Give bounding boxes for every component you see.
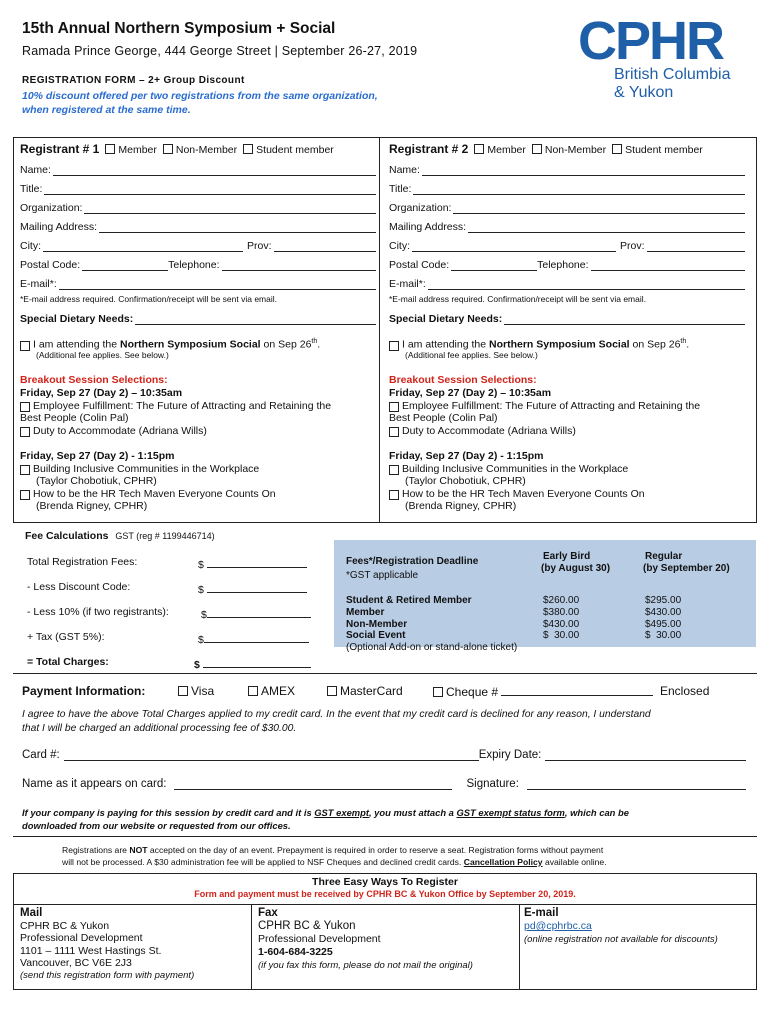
pm-option-2-checkbox[interactable] (389, 490, 399, 500)
social-text: . (686, 338, 690, 351)
policy-text: Registrations are (62, 845, 130, 855)
social-event-name: Northern Symposium Social (488, 338, 630, 351)
name-field[interactable] (422, 165, 745, 176)
dollar-sign: $ (198, 559, 204, 571)
registrant-2-column (389, 142, 745, 520)
visa-label: Visa (191, 684, 215, 698)
gst-form-link[interactable]: GST exempt status form (456, 807, 565, 818)
payment-title: Payment Information: (22, 684, 146, 698)
organization-label: Organization: (389, 202, 452, 214)
pm-option-1-label: Building Inclusive Communities in the Workplace (33, 463, 260, 475)
fee-calculations-heading (25, 530, 215, 542)
payment-divider (13, 673, 757, 674)
name-label: Name: (389, 164, 420, 176)
credit-agreement (22, 708, 651, 736)
dietary-field[interactable] (135, 314, 376, 325)
early-prices (543, 595, 579, 642)
fax-note: (if you fax this form, please do not mail the original) (258, 960, 473, 971)
expiry-field[interactable] (545, 749, 746, 761)
am-option-2-label: Duty to Accommodate (Adriana Wills) (33, 425, 207, 437)
member-checkbox[interactable] (105, 144, 115, 154)
prov-field[interactable] (647, 241, 745, 252)
early-bird-title: Early Bird (543, 551, 591, 562)
policy-divider (13, 836, 757, 837)
footer-vline (519, 904, 520, 989)
fee-title: Fee Calculations (25, 530, 109, 542)
card-label: Card #: (22, 749, 60, 761)
regular-head (643, 551, 730, 575)
social-fee-note: (Additional fee applies. See below.) (36, 350, 169, 360)
am-session-title: Friday, Sep 27 (Day 2) – 10:35am (20, 387, 183, 399)
price: $ 30.00 (543, 630, 580, 642)
fee-amount-field[interactable] (207, 581, 307, 593)
fee-table (334, 540, 756, 654)
pm-option-2-label: (Brenda Rigney, CPHR) (405, 500, 517, 512)
student-checkbox[interactable] (612, 144, 622, 154)
price: $495.00 (645, 618, 682, 630)
fee-row-label: Non-Member (346, 618, 408, 630)
nonmember-checkbox[interactable] (532, 144, 542, 154)
member-label: Member (487, 144, 526, 156)
expiry-label: Expiry Date: (478, 749, 542, 761)
fee-row-label: Member (346, 606, 385, 618)
fax-number: 1-604-684-3225 (258, 946, 333, 958)
mastercard-checkbox[interactable] (327, 686, 337, 696)
fee-amount-field[interactable] (203, 656, 311, 668)
am-option-1-label: Employee Fulfillment: The Future of Attracting and Retaining the (402, 400, 701, 412)
registrant-1-column (20, 142, 376, 520)
social-sup: th (311, 338, 318, 345)
social-label (33, 338, 320, 351)
policy-text: accepted on the day of an event. Prepayment is required in order to reserve a seat. Registration forms without payment (147, 845, 604, 855)
agreement-line: that I will be charged an additional processing fee of $30.00. (22, 723, 297, 734)
breakout-title: Breakout Session Selections: (389, 374, 537, 386)
fee-label: = Total Charges: (27, 656, 109, 668)
regular-title: Regular (645, 551, 683, 562)
email-link[interactable]: pd@cphrbc.ca (524, 920, 592, 932)
logo-line: British Columbia (614, 66, 731, 83)
mail-line: 1101 – 1111 West Hastings St. (20, 944, 162, 957)
gst-text: , you must attach a (368, 807, 457, 818)
price: $430.00 (543, 618, 580, 630)
pm-session-title: Friday, Sep 27 (Day 2) - 1:15pm (389, 450, 544, 462)
discount-line: 10% discount offered per two registrations from the same organization, (22, 90, 378, 102)
breakout-title: Breakout Session Selections: (20, 374, 168, 386)
pm-option-2-label: (Brenda Rigney, CPHR) (36, 500, 148, 512)
fee-amount-field[interactable] (207, 556, 307, 568)
name-on-card-label: Name as it appears on card: (22, 778, 167, 790)
pm-option-2-checkbox[interactable] (20, 490, 30, 500)
nonmember-checkbox[interactable] (163, 144, 173, 154)
signature-label: Signature: (466, 778, 519, 790)
postal-label: Postal Code: (389, 259, 450, 271)
registrant-title: Registrant # 2 (389, 142, 469, 156)
pm-session-title: Friday, Sep 27 (Day 2) - 1:15pm (20, 450, 175, 462)
fee-less10-row (27, 606, 169, 618)
title-label: Title: (389, 183, 412, 195)
fee-amount (198, 631, 309, 646)
dollar-sign: $ (198, 634, 204, 646)
fax-line: CPHR BC & Yukon (258, 920, 356, 932)
name-label: Name: (20, 164, 51, 176)
cphr-logo (578, 11, 748, 102)
prov-field[interactable] (274, 241, 376, 252)
fee-tax-row (27, 631, 105, 643)
amex-label: AMEX (261, 684, 296, 698)
form-title: 15th Annual Northern Symposium + Social (22, 20, 336, 37)
social-text: . (317, 338, 321, 351)
city-label: City: (20, 240, 41, 252)
mailing-field[interactable] (468, 222, 745, 233)
fax-line: Professional Development (258, 933, 381, 945)
fee-amount-field[interactable] (207, 606, 311, 618)
am-option-1-label: Best People (Colin Pal) (389, 412, 498, 424)
mailing-label: Mailing Address: (20, 221, 98, 233)
logo-wordmark: CPHR (578, 11, 724, 71)
pm-option-1-checkbox[interactable] (20, 465, 30, 475)
fee-row-labels (346, 595, 517, 654)
gst-note: GST (reg # 1199446714) (115, 531, 215, 541)
regular-prices (645, 595, 681, 642)
dollar-sign: $ (194, 659, 200, 671)
am-option-1-checkbox[interactable] (389, 402, 399, 412)
gst-text: , which can be (564, 807, 629, 818)
footer-vline (251, 904, 252, 989)
fee-discount-row (27, 581, 130, 593)
event-subtitle: Ramada Prince George, 444 George Street | September 26-27, 2019 (22, 44, 418, 58)
organization-field[interactable] (84, 203, 376, 214)
price: $380.00 (543, 606, 580, 618)
agreement-line: I agree to have the above Total Charges applied to my credit card. In the event that my credit card is declined for any reason, I understand (22, 709, 651, 720)
name-on-card-field[interactable] (174, 778, 452, 790)
cheque-number-field[interactable] (501, 684, 653, 696)
mail-note: (send this registration form with payment) (20, 969, 195, 981)
social-text: I am attending the (33, 338, 120, 351)
dollar-sign: $ (198, 584, 204, 596)
gst-applicable: *GST applicable (346, 570, 419, 581)
register-deadline: Form and payment must be received by CPHR BC & Yukon Office by September 20, 2019. (194, 889, 576, 899)
telephone-field[interactable] (591, 260, 745, 271)
fee-amount (198, 581, 307, 596)
email-field[interactable] (428, 279, 745, 290)
register-ways-title: Three Easy Ways To Register (312, 876, 458, 888)
am-option-1-label: Employee Fulfillment: The Future of Attracting and Retaining the (33, 400, 332, 412)
dietary-label: Special Dietary Needs: (20, 313, 134, 325)
social-checkbox[interactable] (389, 341, 399, 351)
fee-label: - Less 10% (if two registrants): (27, 606, 169, 618)
enclosed-label: Enclosed (660, 684, 710, 698)
telephone-label: Telephone: (537, 259, 589, 271)
discount-line: when registered at the same time. (22, 104, 191, 116)
fee-amount (201, 606, 311, 621)
am-option-1-checkbox[interactable] (20, 402, 30, 412)
email-note: *E-mail address required. Confirmation/receipt will be sent via email. (20, 294, 277, 304)
postal-label: Postal Code: (20, 259, 81, 271)
organization-field[interactable] (453, 203, 745, 214)
mail-head: Mail (20, 907, 43, 919)
price: $295.00 (645, 595, 682, 606)
mail-line: Professional Development (20, 932, 143, 944)
cheque-checkbox[interactable] (433, 687, 443, 697)
member-checkbox[interactable] (474, 144, 484, 154)
registrants-divider (379, 137, 380, 523)
title-field[interactable] (413, 184, 745, 195)
telephone-field[interactable] (222, 260, 376, 271)
price: $260.00 (543, 595, 580, 606)
name-field[interactable] (53, 165, 376, 176)
social-sup: th (680, 338, 687, 345)
mastercard-label: MasterCard (340, 684, 403, 698)
am-option-2-label: Duty to Accommodate (Adriana Wills) (402, 425, 576, 437)
social-text: I am attending the (402, 338, 489, 351)
city-field[interactable] (412, 241, 616, 252)
fax-cell (258, 907, 473, 972)
fee-label: Total Registration Fees: (27, 556, 138, 568)
pm-option-2-label: How to be the HR Tech Maven Everyone Counts On (33, 488, 276, 500)
postal-field[interactable] (82, 260, 168, 271)
prov-label: Prov: (247, 240, 272, 252)
discount-note (22, 89, 378, 117)
amex-checkbox[interactable] (248, 686, 258, 696)
email-head: E-mail (524, 907, 559, 919)
city-field[interactable] (43, 241, 243, 252)
social-fee-note: (Additional fee applies. See below.) (405, 350, 538, 360)
signature-field[interactable] (527, 778, 746, 790)
prov-label: Prov: (620, 240, 645, 252)
early-bird-deadline: (by August 30) (541, 563, 611, 574)
fee-table-head: Fees*/Registration Deadline (346, 556, 479, 567)
organization-label: Organization: (20, 202, 83, 214)
postal-field[interactable] (451, 260, 537, 271)
pm-option-1-label: (Taylor Chobotiuk, CPHR) (36, 475, 157, 487)
mail-line: Vancouver, BC V6E 2J3 (20, 957, 132, 969)
social-ticket-note: (Optional Add-on or stand-alone ticket) (346, 642, 518, 654)
fee-amount-field[interactable] (204, 631, 309, 643)
dietary-label: Special Dietary Needs: (389, 313, 503, 325)
registrant-title: Registrant # 1 (20, 142, 100, 156)
name-on-card-row (22, 778, 746, 790)
mailing-field[interactable] (99, 222, 376, 233)
social-label (402, 338, 689, 351)
visa-checkbox[interactable] (178, 686, 188, 696)
mail-line: CPHR BC & Yukon (20, 919, 110, 932)
fee-label: - Less Discount Code: (27, 581, 131, 593)
dollar-sign: $ (201, 609, 207, 621)
student-label: Student member (625, 144, 703, 156)
policy-text: will not be processed. A $30 administration fee will be applied to NSF Cheques and declined credit cards. (62, 857, 464, 867)
cancellation-policy-link[interactable]: Cancellation Policy (463, 857, 543, 867)
email-label: E-mail*: (20, 278, 57, 290)
am-option-2-checkbox[interactable] (20, 427, 30, 437)
gst-exempt-link[interactable]: GST exempt (314, 807, 369, 818)
footer-hline (14, 904, 756, 905)
email-label: E-mail*: (389, 278, 426, 290)
social-event-name: Northern Symposium Social (119, 338, 261, 351)
fax-head: Fax (258, 907, 278, 919)
gst-text: If your company is paying for this session by credit card and it is (22, 807, 315, 818)
price: $430.00 (645, 606, 682, 618)
social-text: on Sep 26 (629, 338, 681, 351)
card-number-field[interactable] (64, 749, 479, 761)
fee-total-row (27, 556, 137, 568)
social-checkbox[interactable] (20, 341, 30, 351)
am-session-title: Friday, Sep 27 (Day 2) – 10:35am (389, 387, 552, 399)
pm-option-1-label: (Taylor Chobotiuk, CPHR) (405, 475, 526, 487)
mailing-label: Mailing Address: (389, 221, 467, 233)
logo-line: & Yukon (614, 84, 674, 101)
card-row (22, 749, 746, 761)
registration-form-label: REGISTRATION FORM – 2+ Group Discount (22, 75, 245, 86)
dietary-field[interactable] (504, 314, 745, 325)
fee-amount (198, 556, 307, 571)
title-label: Title: (20, 183, 43, 195)
student-checkbox[interactable] (243, 144, 253, 154)
payment-row (22, 684, 752, 698)
early-bird-head (541, 551, 610, 575)
email-field[interactable] (59, 279, 376, 290)
telephone-label: Telephone: (168, 259, 220, 271)
price: $ 30.00 (645, 630, 682, 642)
regular-deadline: (by September 20) (643, 563, 730, 574)
am-option-1-label: Best People (Colin Pal) (20, 412, 129, 424)
mail-cell (20, 907, 194, 982)
fee-total-charges-row (27, 656, 109, 668)
student-label: Student member (256, 144, 334, 156)
fee-row-label: Social Event (346, 630, 406, 642)
nonmember-label: Non-Member (175, 144, 238, 156)
email-cell (524, 907, 718, 946)
register-ways-box (13, 873, 757, 990)
title-field[interactable] (44, 184, 376, 195)
am-option-2-checkbox[interactable] (389, 427, 399, 437)
fee-amount (194, 656, 311, 671)
email-note: (online registration not available for discounts) (524, 934, 718, 945)
pm-option-2-label: How to be the HR Tech Maven Everyone Counts On (402, 488, 645, 500)
email-note: *E-mail address required. Confirmation/receipt will be sent via email. (389, 294, 646, 304)
social-text: on Sep 26 (260, 338, 312, 351)
city-label: City: (389, 240, 410, 252)
nonmember-label: Non-Member (544, 144, 607, 156)
fee-row-label: Student & Retired Member (346, 595, 472, 606)
gst-exempt-note (22, 806, 629, 832)
policy-not: NOT (129, 845, 148, 855)
policy-text: available online. (542, 857, 607, 867)
member-label: Member (118, 144, 157, 156)
gst-text: downloaded from our website or requested from our offices. (22, 820, 291, 831)
fee-label: + Tax (GST 5%): (27, 631, 105, 643)
cheque-label: Cheque # (446, 685, 499, 699)
registration-policy (62, 844, 607, 868)
pm-option-1-label: Building Inclusive Communities in the Workplace (402, 463, 629, 475)
pm-option-1-checkbox[interactable] (389, 465, 399, 475)
